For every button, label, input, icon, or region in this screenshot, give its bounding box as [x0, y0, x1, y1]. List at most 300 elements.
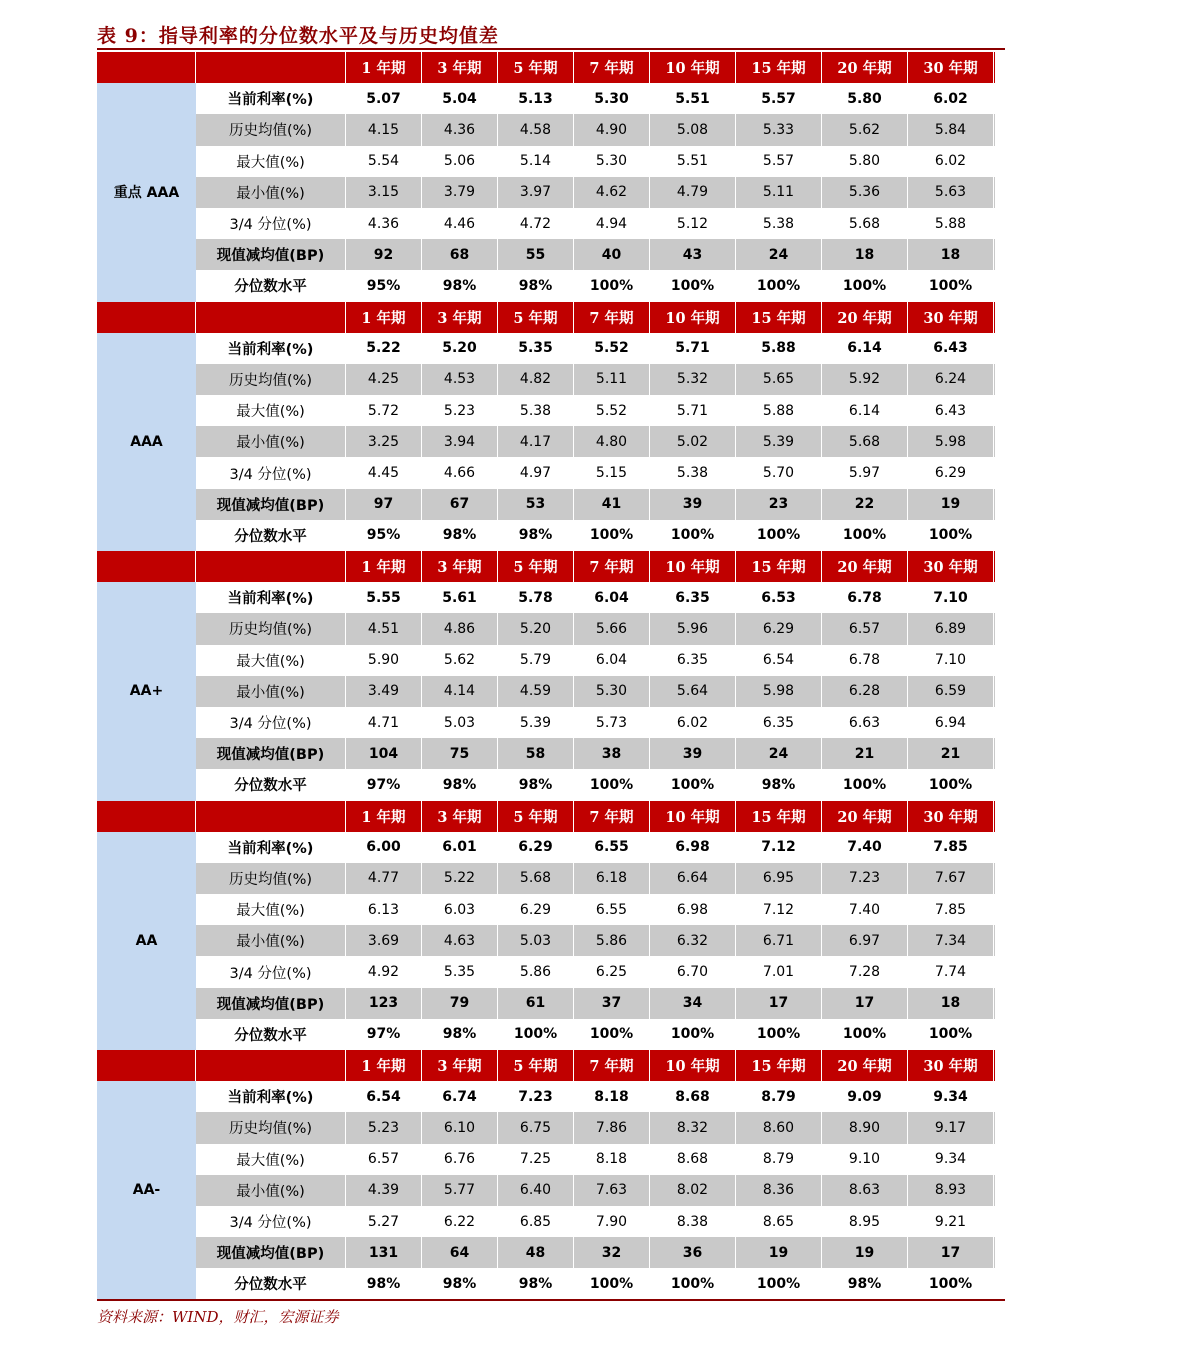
table-row — [196, 177, 995, 208]
header-blank-cell — [196, 302, 346, 333]
table-cell: 5.13 — [498, 83, 574, 114]
table-cell: 100% — [574, 270, 650, 301]
table-cell: 100% — [908, 1268, 994, 1299]
column-header: 15 年期 — [736, 1050, 822, 1081]
table-cell: 5.36 — [822, 177, 908, 208]
table-cell: 6.71 — [736, 925, 822, 956]
column-header: 20 年期 — [822, 551, 908, 582]
table-cell: 100% — [650, 270, 736, 301]
table-row — [196, 270, 995, 301]
table-row — [196, 333, 995, 364]
table-cell: 5.54 — [346, 146, 422, 177]
column-header: 10 年期 — [650, 52, 736, 83]
column-header: 30 年期 — [908, 52, 994, 83]
table-cell: 8.18 — [574, 1144, 650, 1175]
table-cell: 6.59 — [908, 676, 994, 707]
table-cell: 5.33 — [736, 114, 822, 145]
header-blank-cell — [97, 1050, 196, 1081]
column-header: 20 年期 — [822, 302, 908, 333]
table-cell: 100% — [736, 270, 822, 301]
table-cell: 5.68 — [822, 426, 908, 457]
table-row — [196, 707, 995, 738]
table-cell: 8.68 — [650, 1144, 736, 1175]
table-cell: 4.63 — [422, 925, 498, 956]
table-cell: 97% — [346, 769, 422, 800]
grade-block — [97, 551, 995, 801]
column-header-row — [97, 302, 995, 333]
table-cell: 5.92 — [822, 364, 908, 395]
column-header-row — [97, 1050, 995, 1081]
row-label: 现值减均值(BP) — [196, 1237, 346, 1268]
table-cell: 5.39 — [498, 707, 574, 738]
column-header: 7 年期 — [574, 302, 650, 333]
row-label: 当前利率(%) — [196, 1081, 346, 1112]
table-cell: 6.02 — [908, 83, 994, 114]
table-cell: 5.51 — [650, 146, 736, 177]
column-header: 5 年期 — [498, 52, 574, 83]
table-cell: 5.23 — [422, 395, 498, 426]
table-cell: 8.38 — [650, 1206, 736, 1237]
table-cell: 92 — [346, 239, 422, 270]
table-cell: 24 — [736, 239, 822, 270]
table-cell: 6.29 — [908, 457, 994, 488]
table-cell: 6.53 — [736, 582, 822, 613]
table-cell: 7.25 — [498, 1144, 574, 1175]
table-cell: 6.57 — [822, 613, 908, 644]
table-cell: 4.82 — [498, 364, 574, 395]
rate-percentile-table — [97, 52, 995, 1300]
table-row — [196, 1206, 995, 1237]
table-row — [196, 1175, 995, 1206]
table-cell: 100% — [650, 520, 736, 551]
row-label: 3/4 分位(%) — [196, 208, 346, 239]
table-cell: 100% — [650, 1268, 736, 1299]
table-cell: 7.63 — [574, 1175, 650, 1206]
table-cell: 32 — [574, 1237, 650, 1268]
column-header-row — [97, 801, 995, 832]
table-cell: 4.80 — [574, 426, 650, 457]
table-cell: 5.98 — [736, 676, 822, 707]
table-cell: 6.29 — [498, 832, 574, 863]
row-label: 最小值(%) — [196, 426, 346, 457]
grade-block — [97, 801, 995, 1051]
table-cell: 5.62 — [822, 114, 908, 145]
table-row — [196, 114, 995, 145]
table-cell: 100% — [736, 520, 822, 551]
table-cell: 4.77 — [346, 863, 422, 894]
table-cell: 6.63 — [822, 707, 908, 738]
column-header: 15 年期 — [736, 302, 822, 333]
table-cell: 97 — [346, 489, 422, 520]
table-cell: 3.15 — [346, 177, 422, 208]
table-row — [196, 894, 995, 925]
table-row — [196, 1019, 995, 1050]
table-cell: 98% — [422, 520, 498, 551]
table-cell: 5.71 — [650, 333, 736, 364]
table-cell: 5.02 — [650, 426, 736, 457]
table-cell: 98% — [422, 1019, 498, 1050]
table-cell: 6.04 — [574, 582, 650, 613]
column-header: 1 年期 — [346, 1050, 422, 1081]
table-cell: 4.46 — [422, 208, 498, 239]
table-cell: 6.64 — [650, 863, 736, 894]
table-cell: 21 — [822, 738, 908, 769]
column-header: 5 年期 — [498, 302, 574, 333]
table-cell: 5.11 — [574, 364, 650, 395]
grade-block — [97, 302, 995, 552]
table-cell: 6.54 — [346, 1081, 422, 1112]
table-cell: 6.02 — [908, 146, 994, 177]
table-row — [196, 863, 995, 894]
table-row — [196, 1144, 995, 1175]
table-cell: 5.38 — [736, 208, 822, 239]
table-cell: 6.97 — [822, 925, 908, 956]
table-cell: 5.30 — [574, 83, 650, 114]
table-cell: 9.10 — [822, 1144, 908, 1175]
row-label: 历史均值(%) — [196, 364, 346, 395]
table-cell: 100% — [822, 769, 908, 800]
row-label: 历史均值(%) — [196, 613, 346, 644]
table-cell: 6.55 — [574, 894, 650, 925]
table-cell: 100% — [574, 1019, 650, 1050]
table-cell: 5.88 — [736, 333, 822, 364]
table-cell: 41 — [574, 489, 650, 520]
table-row — [196, 83, 995, 114]
row-label: 最小值(%) — [196, 925, 346, 956]
column-header: 10 年期 — [650, 551, 736, 582]
table-cell: 9.17 — [908, 1112, 994, 1143]
table-cell: 5.68 — [498, 863, 574, 894]
table-cell: 5.64 — [650, 676, 736, 707]
table-cell: 7.10 — [908, 582, 994, 613]
table-cell: 5.97 — [822, 457, 908, 488]
table-cell: 4.62 — [574, 177, 650, 208]
row-label: 现值减均值(BP) — [196, 738, 346, 769]
table-row — [196, 832, 995, 863]
table-cell: 67 — [422, 489, 498, 520]
table-row — [196, 613, 995, 644]
table-cell: 6.76 — [422, 1144, 498, 1175]
table-cell: 8.95 — [822, 1206, 908, 1237]
header-blank-cell — [196, 801, 346, 832]
table-cell: 3.25 — [346, 426, 422, 457]
source-note: 资料来源：WIND，财汇，宏源证券 — [97, 1308, 339, 1326]
table-cell: 8.68 — [650, 1081, 736, 1112]
column-header: 3 年期 — [422, 1050, 498, 1081]
table-cell: 36 — [650, 1237, 736, 1268]
table-cell: 5.70 — [736, 457, 822, 488]
table-cell: 6.28 — [822, 676, 908, 707]
column-header: 20 年期 — [822, 801, 908, 832]
table-cell: 7.90 — [574, 1206, 650, 1237]
table-cell: 8.90 — [822, 1112, 908, 1143]
table-cell: 4.17 — [498, 426, 574, 457]
table-cell: 8.63 — [822, 1175, 908, 1206]
table-cell: 98% — [498, 769, 574, 800]
header-blank-cell — [97, 52, 196, 83]
table-cell: 95% — [346, 520, 422, 551]
column-header: 20 年期 — [822, 52, 908, 83]
table-cell: 5.30 — [574, 676, 650, 707]
table-cell: 100% — [822, 520, 908, 551]
table-cell: 97% — [346, 1019, 422, 1050]
table-cell: 23 — [736, 489, 822, 520]
table-cell: 104 — [346, 738, 422, 769]
table-cell: 17 — [908, 1237, 994, 1268]
table-row — [196, 364, 995, 395]
table-cell: 5.30 — [574, 146, 650, 177]
column-header: 1 年期 — [346, 551, 422, 582]
row-label: 分位数水平 — [196, 1019, 346, 1050]
header-blank-cell — [196, 52, 346, 83]
table-row — [196, 1081, 995, 1112]
table-cell: 8.93 — [908, 1175, 994, 1206]
column-header: 3 年期 — [422, 302, 498, 333]
table-cell: 6.24 — [908, 364, 994, 395]
row-label: 最小值(%) — [196, 1175, 346, 1206]
table-cell: 6.40 — [498, 1175, 574, 1206]
row-label: 历史均值(%) — [196, 863, 346, 894]
table-cell: 98% — [736, 769, 822, 800]
table-cell: 4.45 — [346, 457, 422, 488]
table-row — [196, 769, 995, 800]
table-cell: 6.32 — [650, 925, 736, 956]
table-cell: 5.80 — [822, 146, 908, 177]
column-header: 1 年期 — [346, 302, 422, 333]
table-cell: 5.86 — [498, 956, 574, 987]
row-label: 现值减均值(BP) — [196, 988, 346, 1019]
table-cell: 8.79 — [736, 1081, 822, 1112]
column-header: 15 年期 — [736, 52, 822, 83]
table-cell: 5.88 — [908, 208, 994, 239]
column-header: 3 年期 — [422, 52, 498, 83]
table-cell: 98% — [498, 1268, 574, 1299]
row-label: 当前利率(%) — [196, 832, 346, 863]
table-cell: 5.35 — [422, 956, 498, 987]
table-row — [196, 1237, 995, 1268]
table-title: 表 9：指导利率的分位数水平及与历史均值差 — [97, 25, 499, 47]
table-row — [196, 520, 995, 551]
table-cell: 9.21 — [908, 1206, 994, 1237]
table-cell: 7.85 — [908, 894, 994, 925]
table-cell: 100% — [908, 1019, 994, 1050]
table-cell: 4.25 — [346, 364, 422, 395]
table-cell: 6.00 — [346, 832, 422, 863]
table-cell: 6.14 — [822, 333, 908, 364]
table-cell: 19 — [736, 1237, 822, 1268]
table-cell: 5.03 — [498, 925, 574, 956]
table-cell: 5.27 — [346, 1206, 422, 1237]
table-cell: 61 — [498, 988, 574, 1019]
table-cell: 5.14 — [498, 146, 574, 177]
table-cell: 123 — [346, 988, 422, 1019]
table-cell: 5.78 — [498, 582, 574, 613]
table-cell: 5.63 — [908, 177, 994, 208]
table-cell: 8.32 — [650, 1112, 736, 1143]
row-label: 最大值(%) — [196, 894, 346, 925]
column-header: 1 年期 — [346, 801, 422, 832]
column-header: 30 年期 — [908, 1050, 994, 1081]
table-cell: 8.18 — [574, 1081, 650, 1112]
column-header: 7 年期 — [574, 52, 650, 83]
table-cell: 5.22 — [422, 863, 498, 894]
column-header: 15 年期 — [736, 551, 822, 582]
table-cell: 100% — [822, 1019, 908, 1050]
table-cell: 100% — [650, 1019, 736, 1050]
table-cell: 98% — [498, 520, 574, 551]
table-cell: 4.59 — [498, 676, 574, 707]
table-cell: 3.94 — [422, 426, 498, 457]
table-cell: 6.98 — [650, 894, 736, 925]
row-label: 现值减均值(BP) — [196, 489, 346, 520]
row-label: 最小值(%) — [196, 676, 346, 707]
table-cell: 5.96 — [650, 613, 736, 644]
column-header: 10 年期 — [650, 1050, 736, 1081]
table-cell: 6.10 — [422, 1112, 498, 1143]
table-cell: 75 — [422, 738, 498, 769]
row-label: 分位数水平 — [196, 520, 346, 551]
table-cell: 4.66 — [422, 457, 498, 488]
table-cell: 7.12 — [736, 894, 822, 925]
grade-label: 重点 AAA — [97, 83, 196, 301]
row-label: 最大值(%) — [196, 645, 346, 676]
table-cell: 6.70 — [650, 956, 736, 987]
table-cell: 3.49 — [346, 676, 422, 707]
table-cell: 4.92 — [346, 956, 422, 987]
table-row — [196, 489, 995, 520]
row-label: 最大值(%) — [196, 395, 346, 426]
row-label: 分位数水平 — [196, 769, 346, 800]
table-cell: 18 — [822, 239, 908, 270]
table-cell: 7.12 — [736, 832, 822, 863]
table-cell: 3.97 — [498, 177, 574, 208]
table-cell: 4.72 — [498, 208, 574, 239]
table-cell: 55 — [498, 239, 574, 270]
table-row — [196, 988, 995, 1019]
grade-label: AAA — [97, 333, 196, 551]
table-cell: 100% — [498, 1019, 574, 1050]
table-cell: 4.53 — [422, 364, 498, 395]
table-cell: 5.20 — [422, 333, 498, 364]
table-cell: 17 — [736, 988, 822, 1019]
header-blank-cell — [97, 302, 196, 333]
table-cell: 6.18 — [574, 863, 650, 894]
table-cell: 3.79 — [422, 177, 498, 208]
table-cell: 5.15 — [574, 457, 650, 488]
table-cell: 5.79 — [498, 645, 574, 676]
table-cell: 5.22 — [346, 333, 422, 364]
column-header: 7 年期 — [574, 551, 650, 582]
row-label: 历史均值(%) — [196, 114, 346, 145]
table-cell: 98% — [422, 270, 498, 301]
table-cell: 5.03 — [422, 707, 498, 738]
table-cell: 5.20 — [498, 613, 574, 644]
table-cell: 6.35 — [736, 707, 822, 738]
table-cell: 6.57 — [346, 1144, 422, 1175]
table-cell: 7.40 — [822, 832, 908, 863]
grade-label: AA- — [97, 1081, 196, 1299]
column-header: 3 年期 — [422, 801, 498, 832]
table-cell: 6.43 — [908, 395, 994, 426]
table-cell: 98% — [346, 1268, 422, 1299]
table-row — [196, 239, 995, 270]
table-cell: 5.84 — [908, 114, 994, 145]
table-row — [196, 645, 995, 676]
table-cell: 6.43 — [908, 333, 994, 364]
row-label: 3/4 分位(%) — [196, 707, 346, 738]
table-cell: 6.22 — [422, 1206, 498, 1237]
table-cell: 9.34 — [908, 1144, 994, 1175]
table-cell: 6.25 — [574, 956, 650, 987]
table-cell: 8.02 — [650, 1175, 736, 1206]
table-cell: 5.98 — [908, 426, 994, 457]
table-cell: 5.71 — [650, 395, 736, 426]
table-cell: 9.09 — [822, 1081, 908, 1112]
column-header: 10 年期 — [650, 801, 736, 832]
table-cell: 38 — [574, 738, 650, 769]
table-cell: 8.36 — [736, 1175, 822, 1206]
table-cell: 5.73 — [574, 707, 650, 738]
table-cell: 5.90 — [346, 645, 422, 676]
table-cell: 95% — [346, 270, 422, 301]
column-header: 30 年期 — [908, 302, 994, 333]
table-cell: 6.89 — [908, 613, 994, 644]
column-header: 20 年期 — [822, 1050, 908, 1081]
table-cell: 4.79 — [650, 177, 736, 208]
table-cell: 53 — [498, 489, 574, 520]
column-header: 5 年期 — [498, 801, 574, 832]
table-cell: 5.32 — [650, 364, 736, 395]
table-cell: 6.74 — [422, 1081, 498, 1112]
table-cell: 7.74 — [908, 956, 994, 987]
column-header: 30 年期 — [908, 551, 994, 582]
table-cell: 4.90 — [574, 114, 650, 145]
table-cell: 7.28 — [822, 956, 908, 987]
row-label: 最大值(%) — [196, 1144, 346, 1175]
table-cell: 7.67 — [908, 863, 994, 894]
table-cell: 100% — [908, 520, 994, 551]
table-cell: 6.55 — [574, 832, 650, 863]
grade-label: AA — [97, 832, 196, 1050]
table-cell: 79 — [422, 988, 498, 1019]
row-label: 当前利率(%) — [196, 83, 346, 114]
table-cell: 8.60 — [736, 1112, 822, 1143]
table-cell: 3.69 — [346, 925, 422, 956]
table-cell: 39 — [650, 489, 736, 520]
table-cell: 6.01 — [422, 832, 498, 863]
table-cell: 21 — [908, 738, 994, 769]
table-cell: 5.62 — [422, 645, 498, 676]
table-cell: 98% — [822, 1268, 908, 1299]
table-cell: 5.61 — [422, 582, 498, 613]
table-cell: 98% — [498, 270, 574, 301]
table-cell: 7.85 — [908, 832, 994, 863]
grade-block — [97, 52, 995, 302]
table-cell: 5.08 — [650, 114, 736, 145]
table-cell: 6.03 — [422, 894, 498, 925]
table-row — [196, 582, 995, 613]
table-cell: 5.86 — [574, 925, 650, 956]
table-row — [196, 676, 995, 707]
table-cell: 5.52 — [574, 333, 650, 364]
table-cell: 19 — [822, 1237, 908, 1268]
table-cell: 6.35 — [650, 645, 736, 676]
column-header: 10 年期 — [650, 302, 736, 333]
table-cell: 5.07 — [346, 83, 422, 114]
table-cell: 7.23 — [822, 863, 908, 894]
table-cell: 6.78 — [822, 645, 908, 676]
table-cell: 6.14 — [822, 395, 908, 426]
